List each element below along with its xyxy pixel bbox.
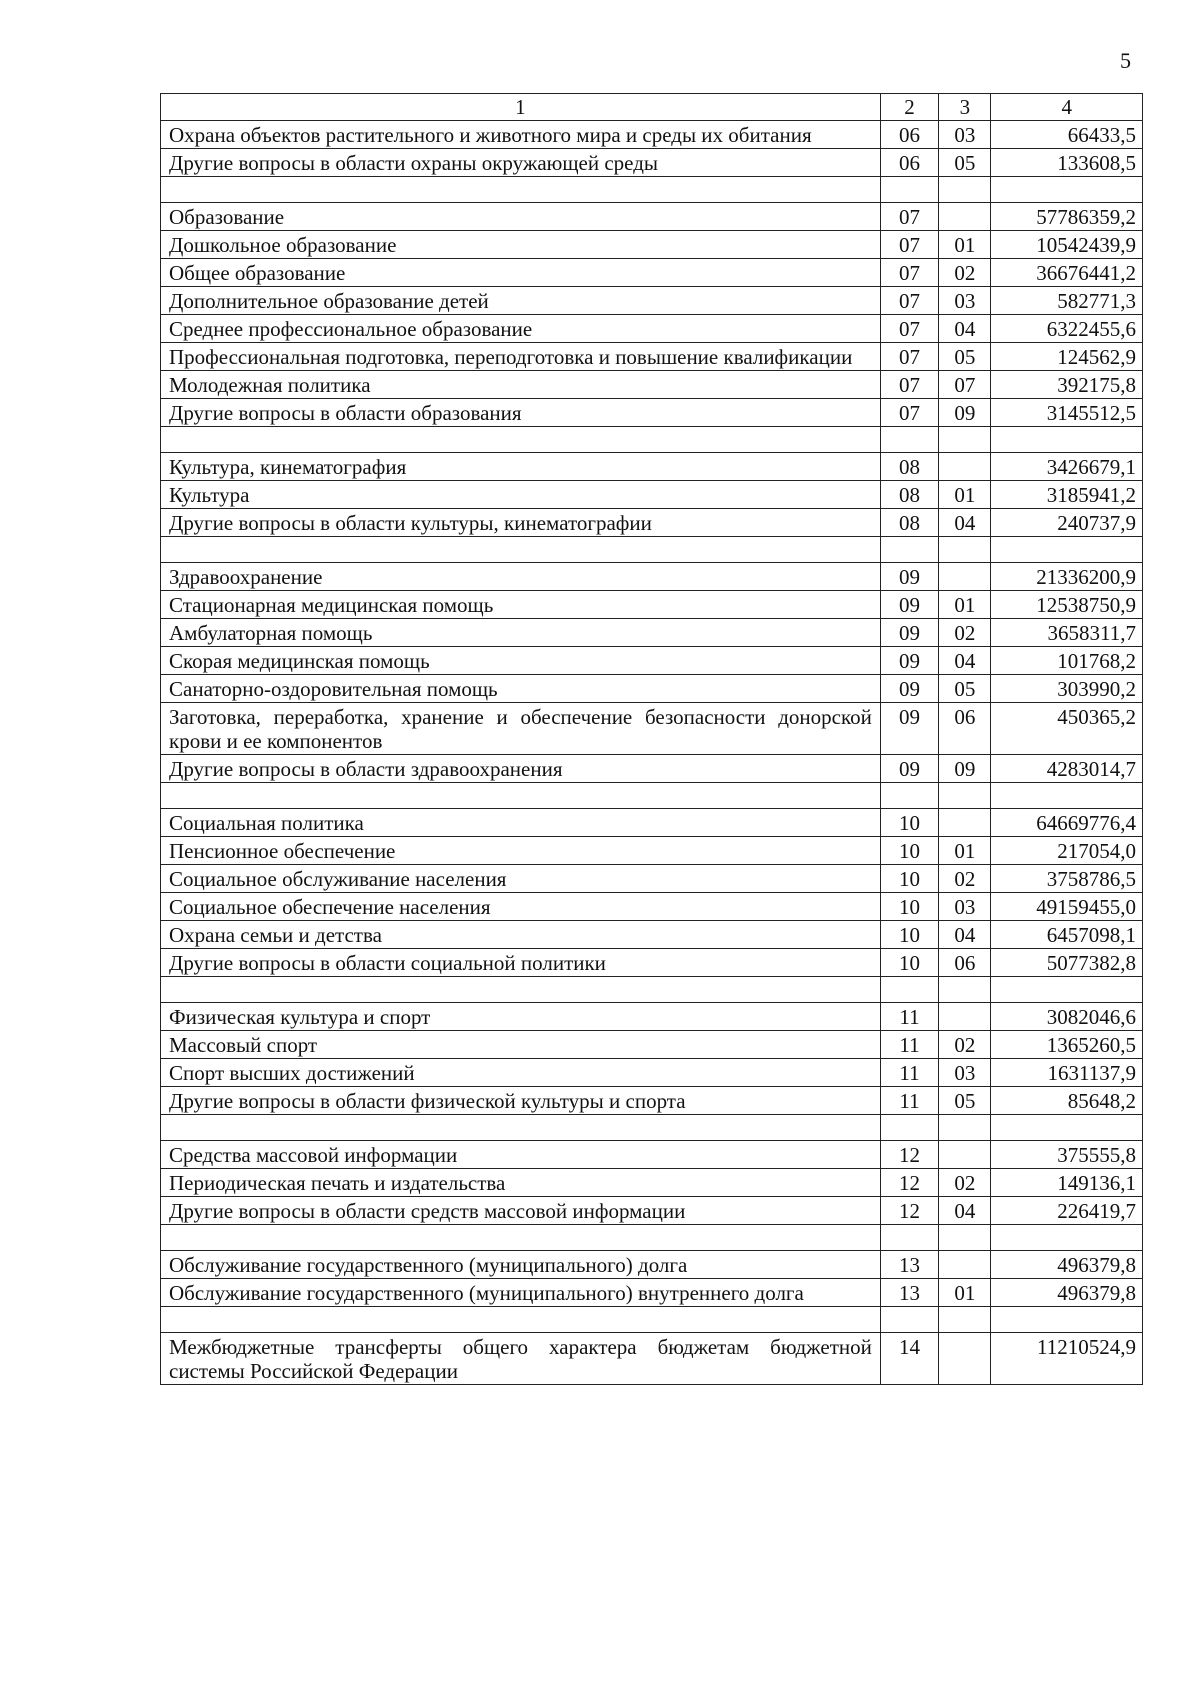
spacer-row xyxy=(161,1307,1143,1333)
spacer-row xyxy=(161,1225,1143,1251)
empty-cell xyxy=(161,537,881,563)
table-row xyxy=(161,399,1143,427)
table-row xyxy=(161,1003,1143,1031)
table-row xyxy=(161,563,1143,591)
section-cell: 13 xyxy=(880,1251,938,1279)
section-cell: 12 xyxy=(880,1197,938,1225)
amount-cell: 149136,1 xyxy=(991,1169,1143,1197)
subsection-cell xyxy=(939,1003,991,1031)
section-cell: 11 xyxy=(880,1003,938,1031)
section-cell: 10 xyxy=(880,893,938,921)
section-cell: 10 xyxy=(880,865,938,893)
header-col-2: 2 xyxy=(880,94,938,121)
subsection-cell: 09 xyxy=(939,755,991,783)
subsection-cell: 02 xyxy=(939,1031,991,1059)
table-row xyxy=(161,865,1143,893)
amount-cell: 582771,3 xyxy=(991,287,1143,315)
spacer-row xyxy=(161,783,1143,809)
empty-cell xyxy=(161,177,881,203)
section-cell: 07 xyxy=(880,259,938,287)
name-cell: Спорт высших достижений xyxy=(161,1059,881,1087)
amount-cell: 3185941,2 xyxy=(991,481,1143,509)
subsection-cell: 07 xyxy=(939,371,991,399)
amount-cell: 12538750,9 xyxy=(991,591,1143,619)
empty-cell xyxy=(161,783,881,809)
name-cell: Средства массовой информации xyxy=(161,1141,881,1169)
table-row xyxy=(161,509,1143,537)
subsection-cell: 03 xyxy=(939,1059,991,1087)
table-row xyxy=(161,1197,1143,1225)
subsection-cell: 02 xyxy=(939,619,991,647)
name-cell: Другие вопросы в области средств массовой информации xyxy=(161,1197,881,1225)
page-number: 5 xyxy=(1120,48,1131,73)
name-cell: Дополнительное образование детей xyxy=(161,287,881,315)
section-cell: 12 xyxy=(880,1141,938,1169)
subsection-cell: 06 xyxy=(939,949,991,977)
empty-cell xyxy=(161,1307,881,1333)
subsection-cell: 03 xyxy=(939,287,991,315)
name-cell: Периодическая печать и издательства xyxy=(161,1169,881,1197)
name-cell: Стационарная медицинская помощь xyxy=(161,591,881,619)
table-row xyxy=(161,1059,1143,1087)
table-row xyxy=(161,343,1143,371)
name-cell: Профессиональная подготовка, переподготовка и повышение квалификации xyxy=(161,343,881,371)
subsection-cell: 01 xyxy=(939,231,991,259)
name-cell: Обслуживание государственного (муниципального) внутреннего долга xyxy=(161,1279,881,1307)
subsection-cell xyxy=(939,1333,991,1385)
name-cell: Среднее профессиональное образование xyxy=(161,315,881,343)
subsection-cell: 09 xyxy=(939,399,991,427)
table-row xyxy=(161,837,1143,865)
name-cell: Охрана объектов растительного и животного мира и среды их обитания xyxy=(161,121,881,149)
empty-cell xyxy=(161,1115,881,1141)
section-cell: 10 xyxy=(880,949,938,977)
amount-cell: 3758786,5 xyxy=(991,865,1143,893)
amount-cell: 85648,2 xyxy=(991,1087,1143,1115)
section-cell: 08 xyxy=(880,509,938,537)
table-row xyxy=(161,893,1143,921)
amount-cell: 217054,0 xyxy=(991,837,1143,865)
amount-cell: 3145512,5 xyxy=(991,399,1143,427)
empty-cell xyxy=(939,427,991,453)
amount-cell: 66433,5 xyxy=(991,121,1143,149)
subsection-cell: 02 xyxy=(939,259,991,287)
table-row xyxy=(161,259,1143,287)
section-cell: 10 xyxy=(880,809,938,837)
subsection-cell xyxy=(939,1141,991,1169)
name-cell: Обслуживание государственного (муниципального) долга xyxy=(161,1251,881,1279)
empty-cell xyxy=(161,427,881,453)
spacer-row xyxy=(161,537,1143,563)
empty-cell xyxy=(939,1307,991,1333)
table-row xyxy=(161,921,1143,949)
empty-cell xyxy=(161,977,881,1003)
empty-cell xyxy=(939,1115,991,1141)
table-row xyxy=(161,703,1143,755)
table-row xyxy=(161,231,1143,259)
spacer-row xyxy=(161,977,1143,1003)
amount-cell: 10542439,9 xyxy=(991,231,1143,259)
section-cell: 08 xyxy=(880,481,938,509)
amount-cell: 1631137,9 xyxy=(991,1059,1143,1087)
name-cell: Заготовка, переработка, хранение и обеспечение безопасности донорской крови и ее компонентов xyxy=(161,703,881,755)
empty-cell xyxy=(939,177,991,203)
amount-cell: 303990,2 xyxy=(991,675,1143,703)
name-cell: Другие вопросы в области социальной политики xyxy=(161,949,881,977)
empty-cell xyxy=(880,537,938,563)
budget-table xyxy=(160,93,1143,1385)
table-row xyxy=(161,1087,1143,1115)
empty-cell xyxy=(939,783,991,809)
subsection-cell: 06 xyxy=(939,703,991,755)
name-cell: Здравоохранение xyxy=(161,563,881,591)
header-col-3: 3 xyxy=(939,94,991,121)
subsection-cell: 03 xyxy=(939,893,991,921)
empty-cell xyxy=(991,537,1143,563)
subsection-cell: 02 xyxy=(939,1169,991,1197)
table-row xyxy=(161,809,1143,837)
name-cell: Скорая медицинская помощь xyxy=(161,647,881,675)
table-row xyxy=(161,453,1143,481)
subsection-cell: 03 xyxy=(939,121,991,149)
header-row xyxy=(161,94,1143,121)
empty-cell xyxy=(161,1225,881,1251)
table-row xyxy=(161,1031,1143,1059)
empty-cell xyxy=(991,1225,1143,1251)
spacer-row xyxy=(161,1115,1143,1141)
subsection-cell: 05 xyxy=(939,675,991,703)
table-row xyxy=(161,1169,1143,1197)
section-cell: 09 xyxy=(880,755,938,783)
name-cell: Санаторно-оздоровительная помощь xyxy=(161,675,881,703)
name-cell: Амбулаторная помощь xyxy=(161,619,881,647)
spacer-row xyxy=(161,427,1143,453)
name-cell: Социальное обеспечение населения xyxy=(161,893,881,921)
section-cell: 13 xyxy=(880,1279,938,1307)
section-cell: 11 xyxy=(880,1031,938,1059)
name-cell: Другие вопросы в области образования xyxy=(161,399,881,427)
name-cell: Культура xyxy=(161,481,881,509)
table-row xyxy=(161,121,1143,149)
subsection-cell: 05 xyxy=(939,149,991,177)
subsection-cell xyxy=(939,203,991,231)
table-body xyxy=(161,121,1143,1385)
amount-cell: 11210524,9 xyxy=(991,1333,1143,1385)
name-cell: Другие вопросы в области культуры, кинематографии xyxy=(161,509,881,537)
name-cell: Образование xyxy=(161,203,881,231)
subsection-cell: 01 xyxy=(939,481,991,509)
amount-cell: 3082046,6 xyxy=(991,1003,1143,1031)
amount-cell: 57786359,2 xyxy=(991,203,1143,231)
section-cell: 07 xyxy=(880,315,938,343)
table-row xyxy=(161,619,1143,647)
empty-cell xyxy=(991,1115,1143,1141)
section-cell: 09 xyxy=(880,703,938,755)
empty-cell xyxy=(991,1307,1143,1333)
amount-cell: 124562,9 xyxy=(991,343,1143,371)
name-cell: Другие вопросы в области охраны окружающей среды xyxy=(161,149,881,177)
subsection-cell: 04 xyxy=(939,1197,991,1225)
empty-cell xyxy=(991,783,1143,809)
section-cell: 07 xyxy=(880,343,938,371)
table-row xyxy=(161,1279,1143,1307)
amount-cell: 49159455,0 xyxy=(991,893,1143,921)
section-cell: 09 xyxy=(880,675,938,703)
name-cell: Другие вопросы в области физической культуры и спорта xyxy=(161,1087,881,1115)
name-cell: Другие вопросы в области здравоохранения xyxy=(161,755,881,783)
table-row xyxy=(161,481,1143,509)
section-cell: 07 xyxy=(880,203,938,231)
section-cell: 09 xyxy=(880,619,938,647)
subsection-cell: 01 xyxy=(939,837,991,865)
section-cell: 14 xyxy=(880,1333,938,1385)
amount-cell: 450365,2 xyxy=(991,703,1143,755)
name-cell: Общее образование xyxy=(161,259,881,287)
amount-cell: 3658311,7 xyxy=(991,619,1143,647)
subsection-cell: 04 xyxy=(939,315,991,343)
subsection-cell: 04 xyxy=(939,921,991,949)
amount-cell: 496379,8 xyxy=(991,1279,1143,1307)
amount-cell: 1365260,5 xyxy=(991,1031,1143,1059)
amount-cell: 240737,9 xyxy=(991,509,1143,537)
empty-cell xyxy=(880,177,938,203)
section-cell: 07 xyxy=(880,287,938,315)
table-row xyxy=(161,1251,1143,1279)
table-row xyxy=(161,755,1143,783)
section-cell: 12 xyxy=(880,1169,938,1197)
header-col-1: 1 xyxy=(161,94,881,121)
name-cell: Дошкольное образование xyxy=(161,231,881,259)
amount-cell: 3426679,1 xyxy=(991,453,1143,481)
table-row xyxy=(161,203,1143,231)
empty-cell xyxy=(991,977,1143,1003)
subsection-cell: 04 xyxy=(939,509,991,537)
table-row xyxy=(161,675,1143,703)
amount-cell: 496379,8 xyxy=(991,1251,1143,1279)
name-cell: Физическая культура и спорт xyxy=(161,1003,881,1031)
section-cell: 09 xyxy=(880,647,938,675)
amount-cell: 6457098,1 xyxy=(991,921,1143,949)
section-cell: 10 xyxy=(880,921,938,949)
section-cell: 11 xyxy=(880,1059,938,1087)
amount-cell: 4283014,7 xyxy=(991,755,1143,783)
table-row xyxy=(161,371,1143,399)
table-row xyxy=(161,315,1143,343)
amount-cell: 133608,5 xyxy=(991,149,1143,177)
subsection-cell: 01 xyxy=(939,591,991,619)
section-cell: 08 xyxy=(880,453,938,481)
empty-cell xyxy=(939,1225,991,1251)
empty-cell xyxy=(939,977,991,1003)
name-cell: Пенсионное обеспечение xyxy=(161,837,881,865)
amount-cell: 5077382,8 xyxy=(991,949,1143,977)
amount-cell: 101768,2 xyxy=(991,647,1143,675)
empty-cell xyxy=(880,1225,938,1251)
section-cell: 07 xyxy=(880,399,938,427)
empty-cell xyxy=(939,537,991,563)
empty-cell xyxy=(880,1307,938,1333)
section-cell: 06 xyxy=(880,121,938,149)
amount-cell: 64669776,4 xyxy=(991,809,1143,837)
section-cell: 10 xyxy=(880,837,938,865)
amount-cell: 392175,8 xyxy=(991,371,1143,399)
subsection-cell xyxy=(939,563,991,591)
amount-cell: 226419,7 xyxy=(991,1197,1143,1225)
header-col-4: 4 xyxy=(991,94,1143,121)
name-cell: Молодежная политика xyxy=(161,371,881,399)
subsection-cell: 05 xyxy=(939,343,991,371)
name-cell: Культура, кинематография xyxy=(161,453,881,481)
amount-cell: 375555,8 xyxy=(991,1141,1143,1169)
table-row xyxy=(161,1333,1143,1385)
empty-cell xyxy=(991,177,1143,203)
table-row xyxy=(161,149,1143,177)
table-row xyxy=(161,287,1143,315)
empty-cell xyxy=(880,977,938,1003)
name-cell: Охрана семьи и детства xyxy=(161,921,881,949)
subsection-cell: 02 xyxy=(939,865,991,893)
subsection-cell xyxy=(939,809,991,837)
subsection-cell xyxy=(939,453,991,481)
name-cell: Массовый спорт xyxy=(161,1031,881,1059)
amount-cell: 21336200,9 xyxy=(991,563,1143,591)
subsection-cell: 01 xyxy=(939,1279,991,1307)
empty-cell xyxy=(991,427,1143,453)
section-cell: 11 xyxy=(880,1087,938,1115)
table-row xyxy=(161,647,1143,675)
empty-cell xyxy=(880,783,938,809)
name-cell: Социальная политика xyxy=(161,809,881,837)
name-cell: Межбюджетные трансферты общего характера бюджетам бюджетной системы Российской Федерации xyxy=(161,1333,881,1385)
table-header xyxy=(161,94,1143,121)
subsection-cell xyxy=(939,1251,991,1279)
section-cell: 07 xyxy=(880,231,938,259)
section-cell: 09 xyxy=(880,591,938,619)
name-cell: Социальное обслуживание населения xyxy=(161,865,881,893)
section-cell: 07 xyxy=(880,371,938,399)
spacer-row xyxy=(161,177,1143,203)
table-row xyxy=(161,949,1143,977)
section-cell: 09 xyxy=(880,563,938,591)
subsection-cell: 05 xyxy=(939,1087,991,1115)
table-row xyxy=(161,1141,1143,1169)
section-cell: 06 xyxy=(880,149,938,177)
subsection-cell: 04 xyxy=(939,647,991,675)
amount-cell: 36676441,2 xyxy=(991,259,1143,287)
table-row xyxy=(161,591,1143,619)
empty-cell xyxy=(880,1115,938,1141)
amount-cell: 6322455,6 xyxy=(991,315,1143,343)
empty-cell xyxy=(880,427,938,453)
